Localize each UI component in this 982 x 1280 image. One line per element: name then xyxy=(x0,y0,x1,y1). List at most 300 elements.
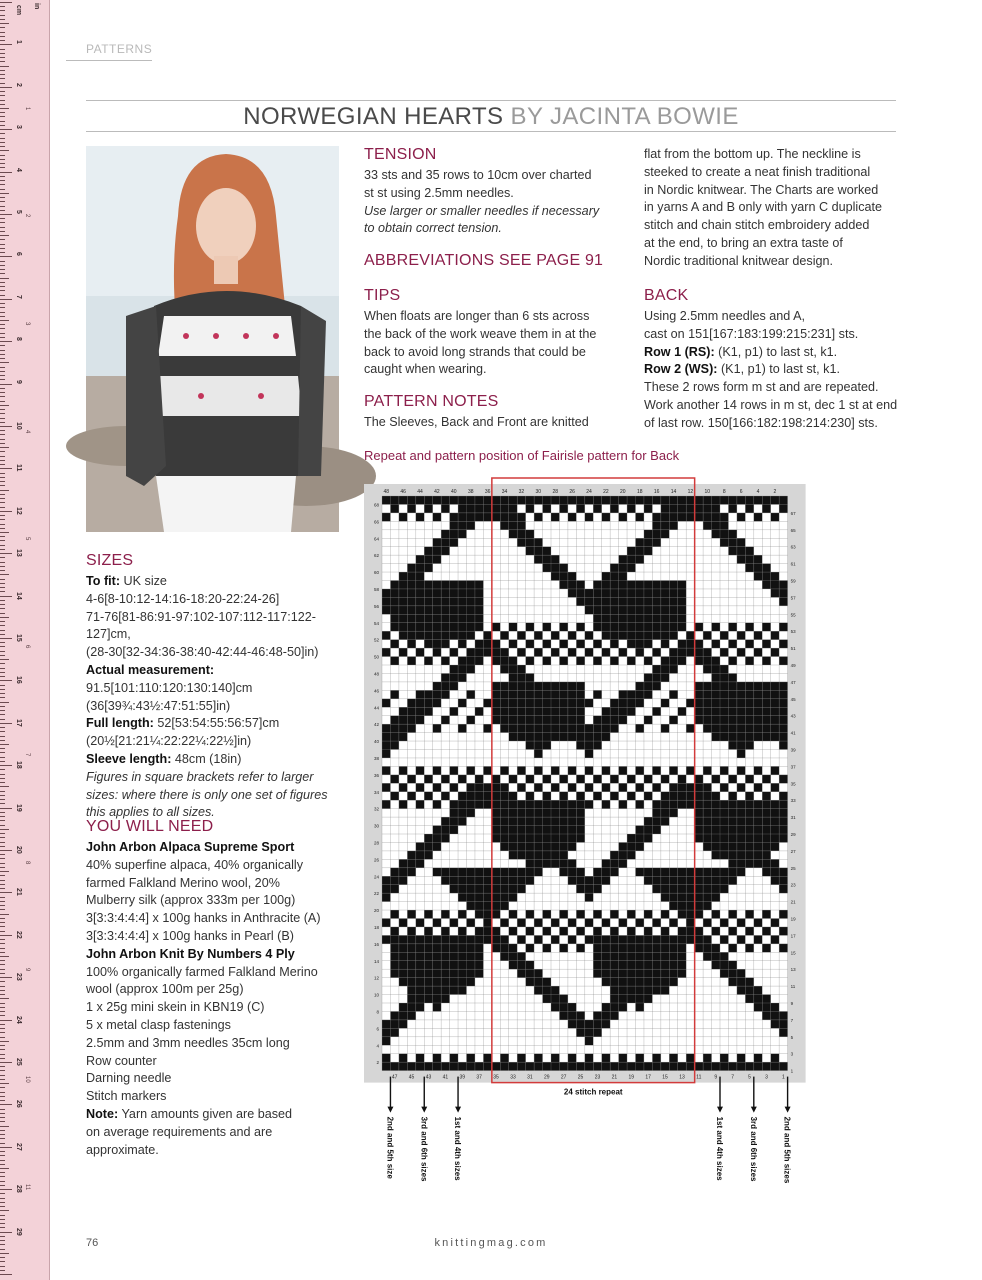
chart-stitch xyxy=(737,842,745,850)
ruler-tick xyxy=(0,490,9,491)
chart-stitch xyxy=(509,910,517,918)
chart-stitch xyxy=(712,944,720,952)
chart-stitch xyxy=(703,1054,711,1062)
chart-stitch xyxy=(762,1011,770,1019)
chart-stitch xyxy=(458,699,466,707)
chart-stitch xyxy=(416,589,424,597)
chart-stitch xyxy=(424,581,432,589)
chart-stitch xyxy=(483,910,491,918)
ruler-tick xyxy=(0,180,5,181)
chart-stitch xyxy=(467,581,475,589)
ruler-cm-label: 3 xyxy=(15,125,22,130)
chart-stitch xyxy=(745,504,753,512)
chart-stitch xyxy=(424,1062,432,1070)
chart-stitch xyxy=(636,682,644,690)
chart-stitch xyxy=(678,707,686,715)
chart-stitch xyxy=(534,682,542,690)
chart-stitch xyxy=(661,952,669,960)
chart-stitch xyxy=(669,597,677,605)
chart-stitch xyxy=(585,935,593,943)
chart-stitch xyxy=(779,504,787,512)
chart-stitch xyxy=(424,564,432,572)
ruler-tick xyxy=(0,1037,5,1038)
ruler-tick xyxy=(0,108,9,109)
chart-row-number-right: 13 xyxy=(790,967,796,973)
chart-stitch xyxy=(737,766,745,774)
chart-stitch xyxy=(509,496,517,504)
chart-stitch xyxy=(534,800,542,808)
ruler-tick xyxy=(0,1117,5,1118)
chart-row-number-left: 38 xyxy=(373,755,379,761)
chart-stitch xyxy=(551,995,559,1003)
chart-stitch xyxy=(559,657,567,665)
chart-stitch xyxy=(593,724,601,732)
ruler-tick xyxy=(0,655,5,656)
chart-stitch xyxy=(526,1062,534,1070)
chart-stitch xyxy=(433,631,441,639)
chart-stitch xyxy=(636,842,644,850)
chart-column-number-top: 8 xyxy=(722,489,726,495)
chart-row-number-left: 6 xyxy=(376,1026,379,1032)
chart-stitch xyxy=(441,868,449,876)
chart-stitch xyxy=(712,530,720,538)
chart-stitch xyxy=(467,902,475,910)
chart-stitch xyxy=(661,606,669,614)
ruler-tick xyxy=(0,858,5,859)
chart-stitch xyxy=(492,792,500,800)
chart-stitch xyxy=(585,885,593,893)
chart-stitch xyxy=(551,716,559,724)
chart-stitch xyxy=(627,952,635,960)
chart-stitch xyxy=(467,792,475,800)
chart-stitch xyxy=(534,851,542,859)
chart-stitch xyxy=(678,614,686,622)
chart-stitch xyxy=(543,809,551,817)
chart-stitch xyxy=(745,834,753,842)
chart-stitch xyxy=(407,927,415,935)
chart-stitch xyxy=(483,893,491,901)
ruler-tick xyxy=(0,854,5,855)
ruler-tick xyxy=(0,371,5,372)
chart-stitch xyxy=(441,775,449,783)
chart-stitch xyxy=(745,859,753,867)
chart-stitch xyxy=(619,581,627,589)
chart-stitch xyxy=(669,665,677,673)
chart-stitch xyxy=(661,885,669,893)
chart-stitch xyxy=(559,868,567,876)
ruler-tick xyxy=(0,672,5,673)
chart-stitch xyxy=(407,699,415,707)
chart-stitch xyxy=(644,682,652,690)
chart-stitch xyxy=(433,555,441,563)
chart-stitch xyxy=(458,885,466,893)
ruler-tick xyxy=(0,519,5,520)
chart-stitch xyxy=(754,935,762,943)
chart-stitch xyxy=(678,597,686,605)
ruler-tick xyxy=(0,570,5,571)
chart-stitch xyxy=(703,834,711,842)
chart-stitch xyxy=(416,606,424,614)
chart-stitch xyxy=(636,834,644,842)
chart-stitch xyxy=(593,969,601,977)
ruler-tick xyxy=(0,774,5,775)
chart-stitch xyxy=(593,614,601,622)
chart-stitch xyxy=(652,826,660,834)
chart-stitch xyxy=(627,792,635,800)
yarn-detail: farmed Falkland Merino wool, 20% xyxy=(86,875,280,890)
chart-stitch xyxy=(568,826,576,834)
chart-stitch xyxy=(441,978,449,986)
ruler-tick xyxy=(0,723,12,724)
chart-stitch xyxy=(382,766,390,774)
chart-stitch xyxy=(526,944,534,952)
chart-stitch xyxy=(636,623,644,631)
chart-stitch xyxy=(593,504,601,512)
chart-stitch xyxy=(585,606,593,614)
chart-stitch xyxy=(568,817,576,825)
ruler-tick xyxy=(0,740,5,741)
chart-stitch xyxy=(433,724,441,732)
chart-stitch xyxy=(669,504,677,512)
chart-stitch xyxy=(610,589,618,597)
chart-stitch xyxy=(779,1011,787,1019)
chart-stitch xyxy=(526,504,534,512)
chart-stitch xyxy=(458,817,466,825)
chart-stitch xyxy=(661,868,669,876)
chart-stitch xyxy=(416,859,424,867)
chart-stitch xyxy=(619,699,627,707)
chart-stitch xyxy=(424,775,432,783)
chart-stitch xyxy=(390,1062,398,1070)
ruler-tick xyxy=(0,1087,5,1088)
chart-stitch xyxy=(652,961,660,969)
note-text: Yarn amounts given are based xyxy=(121,1106,293,1121)
chart-stitch xyxy=(619,978,627,986)
ruler-tick xyxy=(0,524,5,525)
chart-stitch xyxy=(779,792,787,800)
chart-stitch xyxy=(720,826,728,834)
chart-stitch xyxy=(475,504,483,512)
chart-stitch xyxy=(779,682,787,690)
chart-stitch xyxy=(441,589,449,597)
chart-stitch xyxy=(551,699,559,707)
chart-stitch xyxy=(576,944,584,952)
chart-stitch xyxy=(576,834,584,842)
chart-stitch xyxy=(526,733,534,741)
chart-stitch xyxy=(695,885,703,893)
chart-stitch xyxy=(492,834,500,842)
chart-stitch xyxy=(602,783,610,791)
chart-stitch xyxy=(492,513,500,521)
chart-stitch xyxy=(728,496,736,504)
tips-text: back to avoid long strands that could be xyxy=(364,344,586,359)
chart-stitch xyxy=(467,919,475,927)
chart-row-number-left: 68 xyxy=(373,502,379,508)
chart-stitch xyxy=(737,547,745,555)
chart-stitch xyxy=(424,631,432,639)
ruler-tick xyxy=(0,1151,5,1152)
chart-stitch xyxy=(576,868,584,876)
chart-stitch xyxy=(712,868,720,876)
chart-stitch xyxy=(424,699,432,707)
chart-stitch xyxy=(416,707,424,715)
chart-stitch xyxy=(779,868,787,876)
ruler-tick xyxy=(0,591,5,592)
chart-stitch xyxy=(762,826,770,834)
chart-stitch xyxy=(441,606,449,614)
chart-stitch xyxy=(441,995,449,1003)
chart-stitch xyxy=(619,766,627,774)
chart-stitch xyxy=(636,935,644,943)
chart-stitch xyxy=(593,1020,601,1028)
chart-stitch xyxy=(636,496,644,504)
chart-stitch xyxy=(602,716,610,724)
ruler-tick xyxy=(0,155,5,156)
chart-stitch xyxy=(407,623,415,631)
chart-column-number-top: 2 xyxy=(773,489,777,495)
chart-stitch xyxy=(644,496,652,504)
chart-column-number-bottom: 47 xyxy=(391,1074,398,1081)
ruler-tick xyxy=(0,146,5,147)
chart-stitch xyxy=(399,589,407,597)
ruler-tick xyxy=(0,1054,5,1055)
chart-row-number-left: 12 xyxy=(373,975,379,981)
chart-stitch xyxy=(441,792,449,800)
chart-stitch xyxy=(450,935,458,943)
chart-stitch xyxy=(712,716,720,724)
chart-stitch xyxy=(534,716,542,724)
chart-stitch xyxy=(627,910,635,918)
ruler-tick xyxy=(0,757,5,758)
chart-stitch xyxy=(416,800,424,808)
chart-stitch xyxy=(678,496,686,504)
chart-stitch xyxy=(619,707,627,715)
ruler-tick xyxy=(0,952,5,953)
ruler-inch-label: 2 xyxy=(24,214,30,218)
chart-stitch xyxy=(762,842,770,850)
chart-stitch xyxy=(669,919,677,927)
chart-stitch xyxy=(576,1028,584,1036)
chart-stitch xyxy=(509,893,517,901)
chart-row-number-right: 11 xyxy=(790,984,796,990)
ruler-tick xyxy=(0,1024,5,1025)
ruler-tick xyxy=(0,286,5,287)
chart-stitch xyxy=(779,809,787,817)
chart-stitch xyxy=(602,1054,610,1062)
chart-stitch xyxy=(492,504,500,512)
ruler-tick xyxy=(0,1070,5,1071)
chart-stitch xyxy=(644,834,652,842)
chart-row-number-left: 10 xyxy=(373,992,379,998)
chart-row-number-left: 56 xyxy=(373,603,379,609)
chart-stitch xyxy=(779,707,787,715)
chart-stitch xyxy=(467,496,475,504)
chart-stitch xyxy=(678,885,686,893)
chart-stitch xyxy=(568,733,576,741)
chart-stitch xyxy=(500,724,508,732)
chart-stitch xyxy=(636,919,644,927)
chart-stitch xyxy=(779,910,787,918)
chart-stitch xyxy=(424,944,432,952)
ruler-tick xyxy=(0,969,5,970)
chart-stitch xyxy=(619,614,627,622)
chart-stitch xyxy=(551,707,559,715)
chart-stitch xyxy=(610,606,618,614)
chart-stitch xyxy=(441,969,449,977)
ruler-tick xyxy=(0,816,5,817)
chart-stitch xyxy=(500,952,508,960)
chart-stitch xyxy=(678,640,686,648)
ruler-cm-label: 18 xyxy=(15,761,22,769)
chart-stitch xyxy=(390,741,398,749)
ruler-tick xyxy=(0,943,5,944)
chart-stitch xyxy=(754,859,762,867)
chart-stitch xyxy=(779,699,787,707)
chart-stitch xyxy=(390,606,398,614)
chart-stitch xyxy=(551,1062,559,1070)
ruler-tick xyxy=(0,1041,9,1042)
chart-stitch xyxy=(610,657,618,665)
chart-stitch xyxy=(543,699,551,707)
chart-stitch xyxy=(450,581,458,589)
chart-stitch xyxy=(728,927,736,935)
chart-stitch xyxy=(543,944,551,952)
chart-stitch xyxy=(433,623,441,631)
chart-stitch xyxy=(500,690,508,698)
chart-stitch xyxy=(534,817,542,825)
chart-stitch xyxy=(450,952,458,960)
chart-stitch xyxy=(644,826,652,834)
chart-stitch xyxy=(424,834,432,842)
chart-stitch xyxy=(636,648,644,656)
chart-stitch xyxy=(543,657,551,665)
chart-stitch xyxy=(762,859,770,867)
chart-stitch xyxy=(534,1054,542,1062)
chart-stitch xyxy=(509,944,517,952)
ruler-tick xyxy=(0,19,5,20)
actual-measurement-inches: (36[39¾:43½:47:51:55]in) xyxy=(86,698,231,713)
chart-stitch xyxy=(720,648,728,656)
chart-stitch xyxy=(517,783,525,791)
chart-stitch xyxy=(416,969,424,977)
chart-stitch xyxy=(534,631,542,639)
chart-stitch xyxy=(475,902,483,910)
chart-stitch xyxy=(762,868,770,876)
chart-row-number-right: 41 xyxy=(790,730,796,736)
chart-stitch xyxy=(712,682,720,690)
chart-stitch xyxy=(399,961,407,969)
chart-stitch xyxy=(619,851,627,859)
ruler-tick xyxy=(0,833,5,834)
chart-column-number-bottom: 35 xyxy=(493,1074,499,1081)
chart-stitch xyxy=(390,1020,398,1028)
chart-stitch xyxy=(399,513,407,521)
chart-stitch xyxy=(728,657,736,665)
chart-stitch xyxy=(576,1020,584,1028)
chart-stitch xyxy=(728,792,736,800)
chart-stitch xyxy=(576,1011,584,1019)
chart-stitch xyxy=(458,521,466,529)
chart-stitch xyxy=(585,1020,593,1028)
chart-stitch xyxy=(661,699,669,707)
chart-stitch xyxy=(695,910,703,918)
chart-stitch xyxy=(458,935,466,943)
ruler-tick xyxy=(0,345,5,346)
chart-stitch xyxy=(745,995,753,1003)
tension-note: Use larger or smaller needles if necessary xyxy=(364,203,600,218)
chart-row-number-right: 29 xyxy=(790,832,796,837)
chart-stitch xyxy=(407,640,415,648)
chart-stitch xyxy=(399,623,407,631)
chart-stitch xyxy=(492,944,500,952)
yarn-detail: wool (approx 100m per 25g) xyxy=(86,982,244,997)
chart-stitch xyxy=(517,733,525,741)
chart-stitch xyxy=(720,707,728,715)
ruler-tick xyxy=(0,752,5,753)
chart-stitch xyxy=(779,876,787,884)
chart-stitch xyxy=(500,834,508,842)
chart-stitch xyxy=(424,842,432,850)
tips-heading: TIPS xyxy=(364,287,401,304)
chart-stitch xyxy=(467,800,475,808)
chart-stitch xyxy=(644,504,652,512)
chart-stitch xyxy=(475,893,483,901)
ruler-tick xyxy=(0,1185,5,1186)
ruler-inch-label: 3 xyxy=(24,322,30,326)
chart-stitch xyxy=(695,657,703,665)
chart-stitch xyxy=(534,978,542,986)
chart-stitch xyxy=(602,572,610,580)
chart-stitch xyxy=(416,572,424,580)
chart-stitch xyxy=(771,690,779,698)
chart-stitch xyxy=(636,724,644,732)
ruler-tick xyxy=(0,1257,5,1258)
chart-stitch xyxy=(661,893,669,901)
chart-stitch xyxy=(652,952,660,960)
chart-stitch xyxy=(458,978,466,986)
chart-stitch xyxy=(568,766,576,774)
chart-stitch xyxy=(433,986,441,994)
ruler-tick xyxy=(0,926,5,927)
chart-row-number-right: 37 xyxy=(790,764,796,770)
chart-row-number-left: 60 xyxy=(373,570,379,576)
chart-stitch xyxy=(433,682,441,690)
chart-stitch xyxy=(517,851,525,859)
chart-stitch xyxy=(745,800,753,808)
chart-stitch xyxy=(483,648,491,656)
chart-stitch xyxy=(678,792,686,800)
chart-stitch xyxy=(492,690,500,698)
ruler-tick xyxy=(0,74,5,75)
chart-stitch xyxy=(652,597,660,605)
chart-stitch xyxy=(585,1028,593,1036)
chart-stitch xyxy=(441,682,449,690)
chart-stitch xyxy=(416,1003,424,1011)
chart-column-number-top: 12 xyxy=(687,489,694,495)
chart-stitch xyxy=(416,995,424,1003)
chart-stitch xyxy=(467,969,475,977)
chart-stitch xyxy=(602,919,610,927)
chart-stitch xyxy=(534,733,542,741)
chart-stitch xyxy=(627,589,635,597)
chart-stitch xyxy=(669,885,677,893)
chart-stitch xyxy=(483,919,491,927)
chart-stitch xyxy=(458,961,466,969)
ruler-tick xyxy=(0,456,5,457)
chart-stitch xyxy=(382,631,390,639)
ruler-tick xyxy=(0,61,5,62)
chart-stitch xyxy=(771,859,779,867)
